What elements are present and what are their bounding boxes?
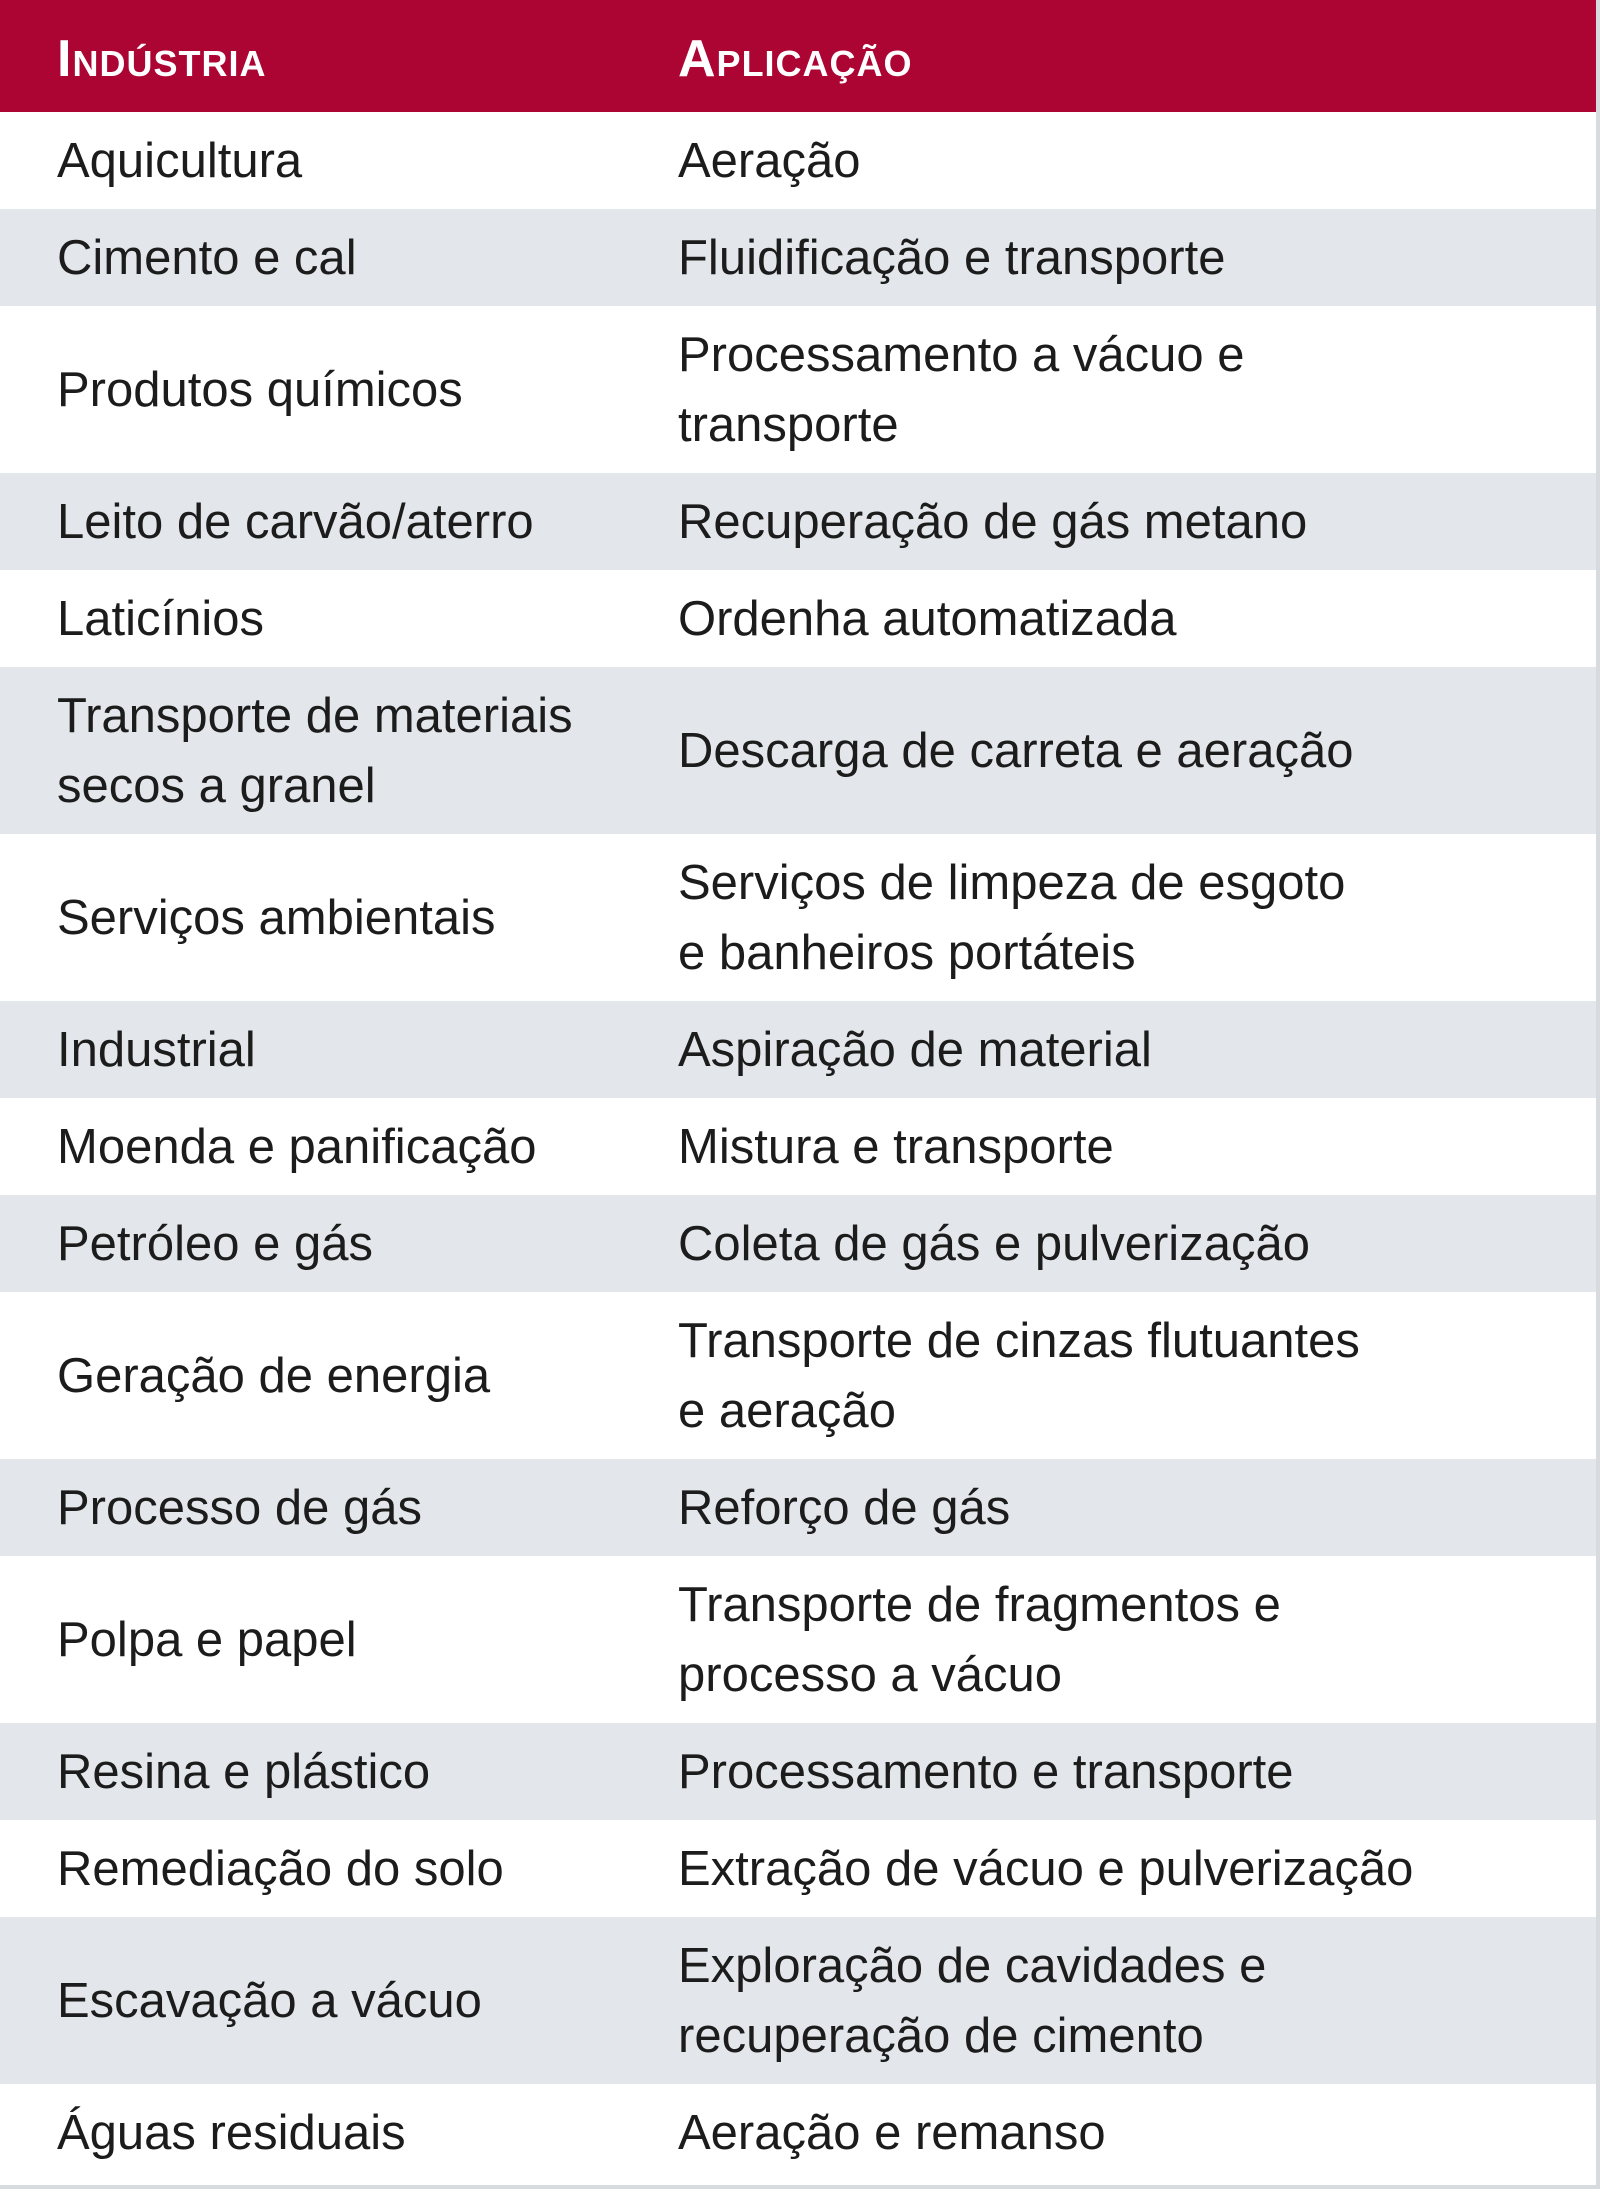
table-row: [0, 667, 1596, 834]
industry-cell: Cimento e cal: [57, 230, 357, 285]
table-row: [0, 1459, 1596, 1556]
table-row: [0, 306, 1596, 473]
industry-cell: Leito de carvão/aterro: [57, 494, 534, 549]
industry-cell: Aquicultura: [57, 133, 303, 188]
application-cell: Transporte de cinzas flutuantes e aeração: [678, 1313, 1360, 1438]
application-cell: Coleta de gás e pulverização: [678, 1216, 1310, 1271]
industry-cell: Laticínios: [57, 591, 265, 646]
application-cell: Fluidificação e transporte: [678, 230, 1226, 285]
header-application: Aplicação: [678, 30, 913, 88]
application-cell: Exploração de cavidades e recuperação de cimento: [678, 1938, 1267, 2063]
table-row: [0, 1292, 1596, 1459]
table-row: [0, 112, 1596, 209]
table-row: [0, 1917, 1596, 2084]
application-cell: Aspiração de material: [678, 1022, 1152, 1077]
table-row: [0, 1195, 1596, 1292]
industry-cell: Moenda e panificação: [57, 1119, 537, 1174]
application-cell: Descarga de carreta e aeração: [678, 723, 1354, 778]
industry-cell: Produtos químicos: [57, 362, 463, 417]
industry-cell: Polpa e papel: [57, 1612, 357, 1667]
table-row: [0, 2084, 1596, 2181]
table-row: [0, 1723, 1596, 1820]
industry-cell: Serviços ambientais: [57, 890, 496, 945]
application-cell: Reforço de gás: [678, 1480, 1011, 1535]
industry-cell: Geração de energia: [57, 1348, 491, 1403]
table-row: [0, 834, 1596, 1001]
table-row: [0, 1001, 1596, 1098]
table-row: [0, 473, 1596, 570]
table-row: [0, 209, 1596, 306]
industry-cell: Processo de gás: [57, 1480, 422, 1535]
application-cell: Serviços de limpeza de esgoto e banheiros portáteis: [678, 855, 1346, 980]
industry-cell: Águas residuais: [57, 2105, 406, 2160]
application-cell: Transporte de fragmentos e processo a vácuo: [678, 1577, 1281, 1702]
table-row: [0, 1556, 1596, 1723]
application-cell: Aeração e remanso: [678, 2105, 1106, 2160]
application-cell: Aeração: [678, 133, 861, 188]
industry-cell: Petróleo e gás: [57, 1216, 373, 1271]
industry-cell: Escavação a vácuo: [57, 1973, 482, 2028]
table-row: [0, 1098, 1596, 1195]
application-cell: Recuperação de gás metano: [678, 494, 1308, 549]
header-industry: Indústria: [57, 30, 267, 88]
industry-cell: Industrial: [57, 1022, 256, 1077]
industry-cell: Transporte de materiais secos a granel: [57, 688, 573, 813]
application-cell: Processamento e transporte: [678, 1744, 1294, 1799]
application-cell: Ordenha automatizada: [678, 591, 1177, 646]
application-cell: Processamento a vácuo e transporte: [678, 327, 1245, 452]
application-cell: Extração de vácuo e pulverização: [678, 1841, 1414, 1896]
table-row: [0, 1820, 1596, 1917]
application-cell: Mistura e transporte: [678, 1119, 1114, 1174]
table-header: [0, 0, 1596, 112]
table-row: [0, 570, 1596, 667]
industry-cell: Remediação do solo: [57, 1841, 504, 1896]
industry-cell: Resina e plástico: [57, 1744, 431, 1799]
